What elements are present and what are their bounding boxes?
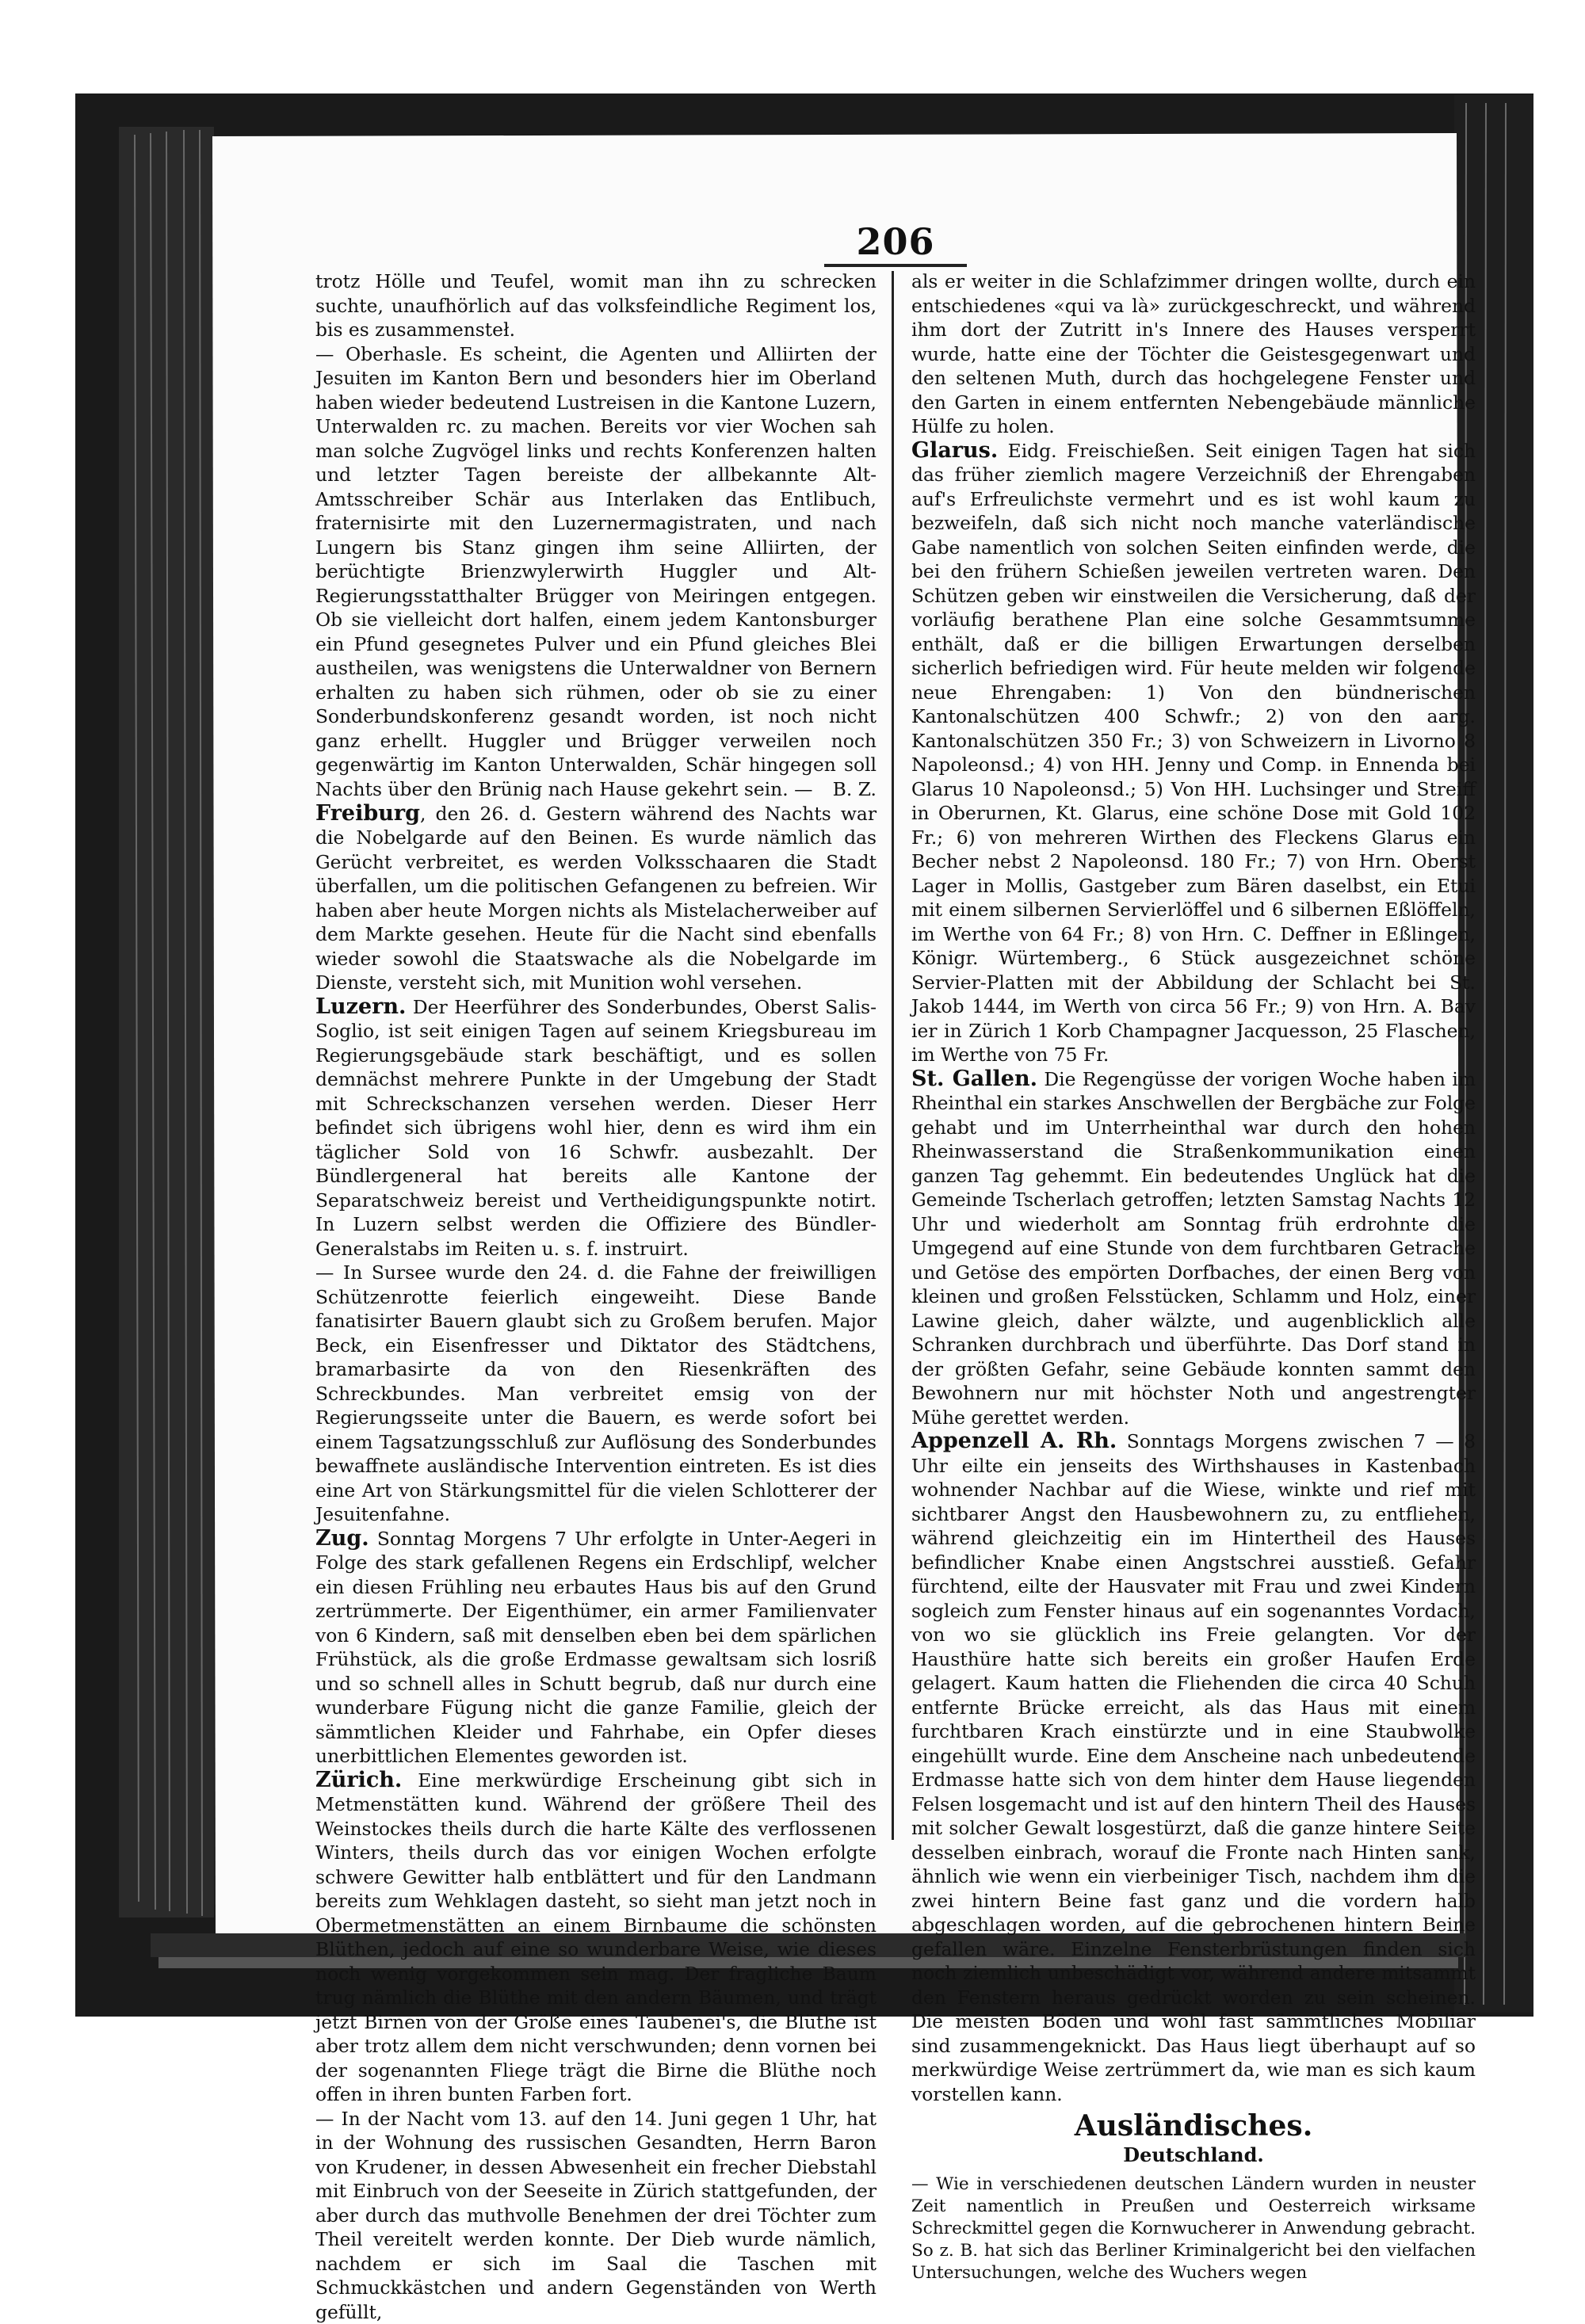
place-heading: St. Gallen. (911, 1067, 1037, 1091)
article-deutschland: — Wie in verschiedenen deutschen Ländern wurden in neuster Zeit namentlich in Preußen und Oesterreich wirksame Schreckmittel gegen die Kornwucherer in Anwendung gebracht. So z. B. hat sich das Berliner Kriminalgericht bei den vielfachen Untersuchungen, welche des Wuchers wegen (911, 2173, 1476, 2284)
article-sursee: — In Sursee wurde den 24. d. die Fahne der freiwilligen Schützenrotte feierlich eingeweiht. Diese Bande fanatisirter Bauern glaubt sich zu Großem berufen. Major Beck, ein Eisenfresser und Diktator des Städtchens, bramarbasirte da von den Riesenkräften des Schreckbundes. Man verbreitet emsig von der Regierungsseite unter die Bauern, es werde sofort bei einem Tagsatzungsschluß zur Auflösung des Sonderbundes bewaffnete ausländische Intervention eintreten. Es ist dies eine Art von Stärkungsmittel für die vielen Schlotterer der Jesuitenfahne. (315, 1261, 877, 1527)
article-oberhasle-source: B. Z. (833, 777, 877, 802)
article-continuation: als er weiter in die Schlafzimmer dringen wollte, durch ein entschiedenes «qui va là» zurückgeschreckt, und während ihm dort der Zutritt in's Innere des Hauses versperrt wurde, hatte eine der Töchter die Geistesgegenwart und den seltenen Muth, durch das hochgelegene Fenster und den Garten in einem entfernten Nebengebäude männliche Hülfe zu holen. (911, 269, 1476, 439)
article-zug: Zug. Sonntag Morgens 7 Uhr erfolgte in Unter-Aegeri in Folge des stark gefallenen Regens ein Erdschlipf, welcher ein diesen Frühling neu erbautes Haus bis auf den Grund zertrümmerte. Der Eigenthümer, ein armer Familienvater von 6 Kindern, saß mit denselben eben bei dem spärlichen Frühstück, als die große Erdmasse gewaltsam sich losriß und so schnell alles in Schutt begrub, daß nur durch eine wunderbare Fügung nicht die ganze Familie, gleich der sämmtlichen Kleider und Fahrhabe, ein Opfer dieses unerbittlichen Elementes geworden ist. (315, 1527, 877, 1769)
left-column (315, 269, 877, 2324)
place-heading: Zürich. (315, 1768, 402, 1792)
place-heading: Zug. (315, 1526, 369, 1551)
place-heading: Glarus. (911, 438, 998, 463)
article-st-gallen: St. Gallen. Die Regengüsse der vorigen Woche haben im Rheinthal ein starkes Anschwellen der Bergbäche zur Folge gehabt und im Unterrheinthal war durch den hohen Rheinwasserstand die Straßenkommunikation einen ganzen Tag gehemmt. Ein bedeutendes Unglück hat die Gemeinde Tscherlach getroffen; letzten Samstag Nachts 12 Uhr und wiederholt am Sonntag früh erdrohnte die Umgegend auf eine Stunde von dem furchtbaren Getrache und Getöse des empörten Dorfbaches, der einen Berg von kleinen und großen Felsstücken, Schlamm und Holz, einer Lawine gleich, daher wälzte, und augenblicklich alle Schranken durchbrach und überführte. Das Dorf stand in der größten Gefahr, seine Gebäude konnten sammt den Bewohnern nur mit höchster Noth und angestrengter Mühe gerettet werden. (911, 1067, 1476, 1430)
section-title-auslaendisches: Ausländisches. (911, 2114, 1476, 2139)
article-oberhasle: — Oberhasle. Es scheint, die Agenten und Alliirten der Jesuiten im Kanton Bern und besonders hier im Oberland haben wieder bedeutend Lustreisen in die Kantone Luzern, Unterwalden rc. zu machen. Bereits vor vier Wochen sah man solche Zugvögel links und rechts Konferenzen halten und letzter Tagen bereiste der allbekannte Alt-Amtsschreiber Schär aus Interlaken das Entlibuch, fraternisirte mit den Luzernermagistraten, und nach Lungern bis Stanz gingen ihm seine Alliirten, der berüchtigte Brienzwylerwirth Huggler und Alt-Regierungsstatthalter Brügger von Meiringen entgegen. Ob sie vielleicht dort halfen, einem jedem Kantonsburger ein Pfund gesegnetes Pulver und ein Pfund gleiches Blei austheilen, was wenigstens die Unterwaldner von Bernern erhalten zu haben sich rühmen, oder ob sie zu einer Sonderbundskonferenz gesandt worden, ist noch nicht ganz erhellt. Huggler und Brügger verweilen noch gegenwärtig im Kanton Unterwalden, Schär hingegen soll Nachts über den Brünig nach Hause gekehrt sein. — (315, 342, 877, 802)
section-subtitle-deutschland: Deutschland. (911, 2143, 1476, 2168)
page-number: 206 (832, 220, 959, 263)
article-zuerich-diebstahl: — In der Nacht vom 13. auf den 14. Juni gegen 1 Uhr, hat in der Wohnung des russischen Gesandten, Herrn Baron von Krudener, in dessen Abwesenheit ein frecher Diebstahl mit Einbruch von der Seeseite in Zürich stattgefunden, der aber durch das muthvolle Benehmen der drei Töchter zum Theil vereitelt werden konnte. Der Dieb wurde nämlich, nachdem er sich im Saal die Taschen mit Schmuckkästchen und andern Gegenständen von Werth gefüllt, (315, 2107, 877, 2324)
place-heading: Appenzell A. Rh. (911, 1429, 1117, 1453)
article-paragraph: trotz Hölle und Teufel, womit man ihn zu schrecken suchte, unaufhörlich auf das volksfeindliche Regiment los, bis es zusammensteł. (315, 269, 877, 342)
article-zuerich: Zürich. Eine merkwürdige Erscheinung gibt sich in Metmenstätten kund. Während der größere Theil des Weinstockes theils durch die harte Kälte des verflossenen Winters, theils durch das vor einigen Wochen erfolgte schwere Gewitter halb entblättert und für den Landmann bereits zum Wehklagen dasteht, so sieht man jetzt noch in Obermetmenstätten an einem Birnbaume die schönsten Blüthen, jedoch auf eine so wunderbare Weise, wie dieses noch wenig vorgekommen sein mag. Der fragliche Baum trug nämlich die Blüthe mit den andern Bäumen, und trägt jetzt Birnen von der Größe eines Taubenei's, die Blüthe ist aber trotz allem dem nicht verschwunden; denn vornen bei der sogenannten Fliege trägt die Birne die Blüthe noch offen in ihren bunten Farben fort. (315, 1769, 877, 2107)
right-column (911, 269, 1476, 2284)
article-appenzell: Appenzell A. Rh. Sonntags Morgens zwischen 7 — 8 Uhr eilte ein jenseits des Wirthshauses in Kastenbach wohnender Nachbar auf die Wiese, winkte und rief mit sichtbarer Angst den Hausbewohnern zu, zu entfliehen, während gleichzeitig ein im Hintertheil des Hauses befindlicher Knabe einen Angstschrei ausstieß. Gefahr fürchtend, eilte der Hausvater mit Frau und zwei Kindern sogleich zum Fenster hinaus auf ein sogenanntes Vordach, von wo sie glücklich ins Freie gelangten. Vor der Hausthüre hatte sich bereits ein großer Haufen Erde gelagert. Kaum hatten die Fliehenden die circa 40 Schuh entfernte Brücke erreicht, als das Haus mit einem furchtbaren Krach einstürzte und in eine Staubwolke eingehüllt wurde. Eine dem Anscheine nach unbedeutende Erdmasse hatte sich von dem hinter dem Hause liegenden Felsen losgemacht und ist auf den hintern Theil des Hauses mit solcher Gewalt losgestürzt, daß die ganze hintere Seite desselben einbrach, worauf die Fronte nach Hinten sank, ähnlich wie wenn ein vierbeiniger Tisch, nachdem ihm die zwei hintern Beine fast ganz und die vordern halb abgeschlagen worden, auf die gebrochenen hintern Beine gefallen wäre. Einzelne Fensterbrüstungen finden sich noch ziemlich unbeschädigt vor, während andere mitsammt den Fenstern heraus gedrückt worden zu sein scheinen. Die meisten Böden und wohl fast sämmtliches Mobiliar sind zusammengeknickt. Das Haus liegt überhaupt auf so merkwürdige Weise zertrümmert da, wie man es sich kaum vorstellen kann. (911, 1429, 1476, 2106)
page-number-rule (824, 264, 967, 267)
column-divider (892, 271, 894, 1840)
article-freiburg: Freiburg, den 26. d. Gestern während des Nachts war die Nobelgarde auf den Beinen. Es wurde nämlich das Gerücht verbreitet, es werden Volksschaaren die Stadt überfallen, um die politischen Gefangenen zu befreien. Wir haben aber heute Morgen nichts als Mistelacherweiber auf dem Markte gesehen. Heute für die Nacht sind ebenfalls wieder sowohl die Staatswache als die Nobelgarde im Dienste, versteht sich, mit Munition wohl versehen. (315, 802, 877, 995)
place-heading: Luzern. (315, 994, 406, 1019)
place-heading: Freiburg (315, 801, 420, 826)
article-luzern: Luzern. Der Heerführer des Sonderbundes, Oberst Salis-Soglio, ist seit einigen Tagen auf seinem Kriegsbureau im Regierungsgebäude stark beschäftigt, und es sollen demnächst mehrere Punkte in der Umgebung der Stadt mit Schreckschanzen versehen werden. Dieser Herr befindet sich übrigens wohl hier, denn es wird ihm ein täglicher Sold von 16 Schwfr. ausbezahlt. Der Bündlergeneral hat bereits alle Kantone der Separatschweiz bereist und Vertheidigungspunkte notirt. In Luzern selbst werden die Offiziere des Bündler-Generalstabs im Reiten u. s. f. instruirt. (315, 995, 877, 1261)
article-glarus: Glarus. Eidg. Freischießen. Seit einigen Tagen hat sich das früher ziemlich magere Verzeichniß der Ehrengaben auf's Erfreulichste vermehrt und es ist wohl kaum zu bezweifeln, daß sich nicht noch manche vaterländische Gabe namentlich von solchen Seiten einfinden werde, die bei den frühern Schießen jeweilen vertreten waren. Den Schützen geben wir einstweilen die Versicherung, daß der vorläufig berathene Plan eine solche Gesammtsumme enthält, daß er die billigen Erwartungen derselben sicherlich befriedigen wird. Für heute melden wir folgende neue Ehrengaben: 1) Von den bündnerischen Kantonalschützen 400 Schwfr.; 2) von den aarg. Kantonalschützen 350 Fr.; 3) von Schweizern in Livorno 8 Napoleonsd.; 4) von HH. Jenny und Comp. in Ennenda bei Glarus 10 Napoleonsd.; 5) Von HH. Luchsinger und Streiff in Oberurnen, Kt. Glarus, eine schöne Dose mit Gold 102 Fr.; 6) von mehreren Wirthen des Fleckens Glarus ein Becher nebst 2 Napoleonsd. 180 Fr.; 7) von Hrn. Oberst Lager in Mollis, Gastgeber zum Bären daselbst, ein Etui mit einem silbernen Servierlöffel und 6 silbernen Eßlöffeln, im Werthe von 64 Fr.; 8) von Hrn. C. Deffner in Eßlingen, Königr. Würtemberg., 6 Stück ausgezeichnet schöne Servier-Platten mit der Abbildung der Schlacht bei St. Jakob 1444, im Werth von circa 56 Fr.; 9) von Hrn. A. Bav ier in Zürich 1 Korb Champagner Jacquesson, 25 Flaschen, im Werthe von 75 Fr. (911, 439, 1476, 1067)
